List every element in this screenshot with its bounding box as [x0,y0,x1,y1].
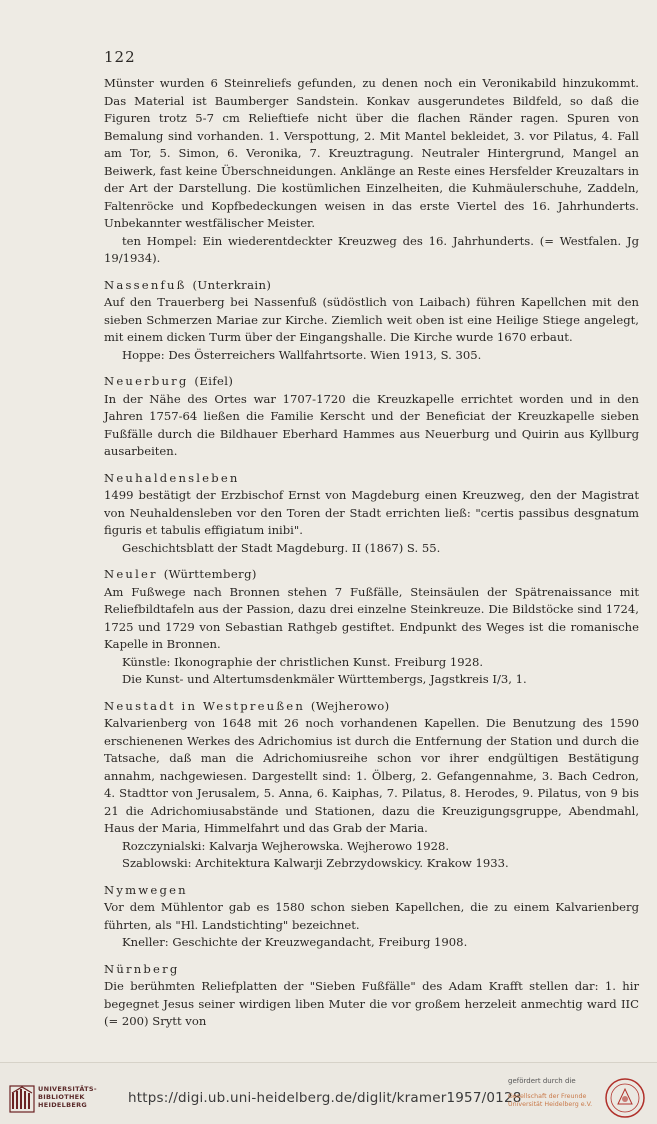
footer-bar [0,1062,657,1124]
entry-heading [104,882,639,900]
university-seal-icon [604,1077,646,1119]
entry-heading [104,698,639,716]
institution-name [38,1085,97,1109]
sponsor-name [508,1093,592,1109]
entry-paragraph: Auf den Trauerberg bei Nassenfuß (südöstlich von Laibach) führen Kapellchen mit den sieben Schmerzen Mariae zur Kirche. Ziemlich weit oben ist eine Heilige Stiege angelegt, mit einem dicken Turm über der Eingangshalle. Die Kirche wurde 1670 erbaut. [104,295,639,344]
place-region: (Unterkrain) [192,277,272,292]
entry-heading [104,566,639,584]
entry-paragraph: In der Nähe des Ortes war 1707-1720 die Kreuzkapelle errichtet worden und in den Jahren 1757-64 ließen die Familie Kerscht und der Beneficiat der Kreuzkapelle sieben Fußfälle durch die Bildhauer Eberhard Hammes aus Neuerburg und Quirin aus Kyllburg ausarbeiten. [104,391,639,458]
place-name: Neuler [104,567,158,581]
bibliographic-reference: Hoppe: Des Österreichers Wallfahrtsorte. Wien 1913, S. 305. [122,347,482,362]
entry-heading [104,277,639,295]
place-name: Neustadt in Westpreußen [104,698,306,713]
entry-paragraph: Kalvarienberg von 1648 mit 26 noch vorhandenen Kapellen. Die Benutzung des 1590 erschienenen Werkes des Adrichomius ist durch die Entfernung der Station und durch die Tatsache, daß man die Adrichomiusreihe schon vor ihrer endgültigen Bestätigung annahm, nachgewiesen. Dargestellt sind: 1. Ölberg, 2. Gefangennahme, 3. Bach Cedron, 4. Stadttor von Jerusalem, 5. Anna, 6. Kaiphas, 7. Pilatus, 8. Herodes, 9. Pilatus, von 9 bis 21 die Adrichomiusabstände und Stationen, dazu die Kreuzigungsgruppe, Abendmahl, Haus der Maria, Himmelfahrt und das Grab der Maria. [104,716,639,835]
place-name: Nassenfuß [104,277,187,292]
place-region: (Württemberg) [163,567,257,581]
bibliographic-reference: Künstle: Ikonographie der christlichen Kunst. Freiburg 1928. [122,654,484,669]
university-library-logo-icon [8,1083,36,1115]
entry-paragraph: Die berühmten Reliefplatten der "Sieben Fußfälle" des Adam Krafft stellen dar: 1. hir begegnet Jesus seiner wirdigen liben Muter die vor großem herzeleit anmechtig ward IIC (= 200) Srytt von [104,979,639,1028]
institution-name-line: UNIVERSITÄTS- [38,1085,97,1093]
place-name: Neuerburg [104,374,189,388]
entry-heading [104,961,639,979]
entry-nuernberg [104,961,639,1031]
bibliographic-reference: Kneller: Geschichte der Kreuzwegandacht, Freiburg 1908. [122,935,468,949]
entry-continuation [104,75,639,268]
entry-neustadt [104,698,639,873]
institution-name-line: HEIDELBERG [38,1101,88,1109]
entry-nymwegen [104,882,639,952]
entry-heading [104,373,639,391]
entry-heading [104,470,639,488]
place-name: Nürnberg [104,961,180,976]
place-name: Nymwegen [104,882,188,897]
sponsor-label: gefördert durch die [508,1077,576,1085]
bibliographic-reference: Szablowski: Architektura Kalwarji Zebrzydowskicy. Krakow 1933. [122,856,509,870]
bibliographic-reference: Geschichtsblatt der Stadt Magdeburg. II (1867) S. 55. [122,540,441,555]
sponsor-name-line: Universität Heidelberg e.V. [508,1101,593,1108]
bibliographic-reference: Die Kunst- und Altertumsdenkmäler Württembergs, Jagstkreis I/3, 1. [122,672,527,686]
sponsor-name-line: Gesellschaft der Freunde [508,1093,587,1100]
permalink-url[interactable]: https://digi.ub.uni-heidelberg.de/diglit/kramer1957/0128 [128,1090,522,1106]
entry-neuhaldensleben [104,470,639,558]
entry-paragraph: Am Fußwege nach Bronnen stehen 7 Fußfälle, Steinsäulen der Spätrenaissance mit Reliefbildtafeln aus der Passion, dazu drei einzelne Steinkreuze. Die Bildstöcke sind 1724, 1725 und 1729 von Sebastian Rathgeb gestiftet. Endpunkt des Weges ist die romanische Kapelle in Bronnen. [104,584,639,651]
place-name: Neuhaldensleben [104,470,240,485]
institution-name-line: BIBLIOTHEK [38,1093,85,1101]
entry-nassenfuss [104,277,639,365]
text-column [104,75,639,1040]
entry-neuerburg [104,373,639,461]
entry-neuler [104,566,639,689]
entry-paragraph: Münster wurden 6 Steinreliefs gefunden, zu denen noch ein Veronikabild hinzukommt. Das Material ist Baumberger Sandstein. Konkav ausgerundetes Bildfeld, so daß die Figuren trotz 5-7 cm Relieftiefe nicht über die flachen Ränder ragen. Spuren von Bemalung sind vorhanden. 1. Verspottung, 2. Mit Mantel bekleidet, 3. vor Pilatus, 4. Fall am Tor, 5. Simon, 6. Veronika, 7. Kreuztragung. Neutraler Hintergrund, Mangel an Beiwerk, fast keine Überschneidungen. Anklänge an Reste eines Hersfelder Kreuzaltars in der Art der Darstellung. Die kostümlichen Einzelheiten, die Kuhmäulerschuhe, Zaddeln, Faltenröcke und Kopfbedeckungen weisen in das erste Viertel des 16. Jahrhunderts. Unbekannter westfälischer Meister. [104,76,639,230]
page-number: 122 [104,48,136,66]
bibliographic-reference: Rozczynialski: Kalvarja Wejherowska. Wejherowo 1928. [122,838,450,853]
place-region: (Wejherowo) [310,698,390,713]
entry-paragraph: Vor dem Mühlentor gab es 1580 schon sieben Kapellchen, die zu einem Kalvarienberg führten, als "Hl. Landstichting" bezeichnet. [104,900,639,932]
entry-paragraph: 1499 bestätigt der Erzbischof Ernst von Magdeburg einen Kreuzweg, den der Magistrat von Neuhaldensleben vor den Toren der Stadt errichten ließ: "certis passibus desgnatum figuris et tabulis effigiatum inibi". [104,488,639,537]
place-region: (Eifel) [194,374,234,388]
bibliographic-reference: ten Hompel: Ein wiederentdeckter Kreuzweg des 16. Jahrhunderts. (= Westfalen. Jg 19/1934). [104,233,639,265]
